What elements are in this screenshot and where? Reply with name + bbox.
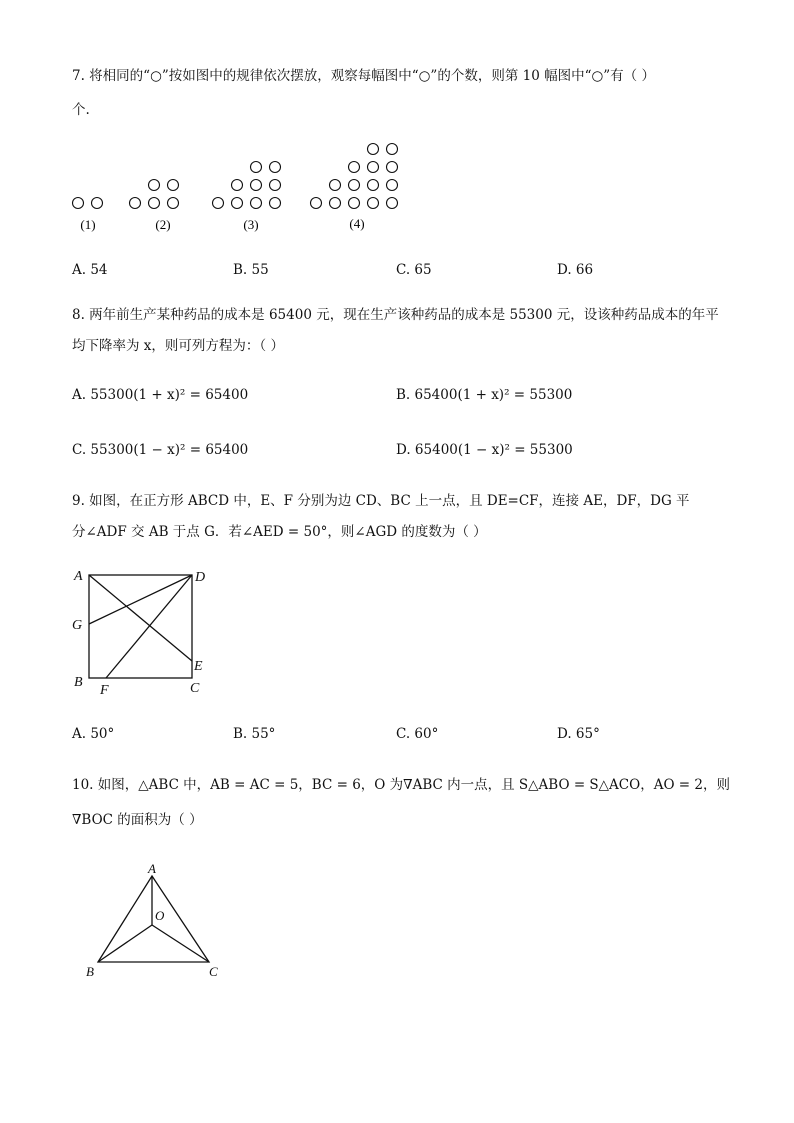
q10-stem-line2: ∇BOC 的面积为（ ） (72, 812, 203, 828)
q10-triangle-figure (70, 860, 240, 985)
pattern-circle (368, 198, 379, 209)
pattern-circle (349, 162, 360, 173)
segment-dg (89, 575, 192, 624)
pattern-circle (130, 198, 141, 209)
point-label-a: A (74, 569, 83, 584)
pattern-circle (368, 162, 379, 173)
segment-ae (89, 575, 192, 661)
pattern-circle (251, 180, 262, 191)
pattern-circle (251, 198, 262, 209)
point-label-b: B (74, 675, 83, 690)
q7-option-d[interactable]: D. 66 (557, 262, 594, 278)
q8-option-c[interactable]: C. 55300(1 − x)² = 65400 (72, 442, 249, 458)
pattern-circle (330, 198, 341, 209)
pattern-circle (232, 180, 243, 191)
pattern-circle (368, 180, 379, 191)
q7-option-b[interactable]: B. 55 (233, 262, 269, 278)
pattern-circle (349, 180, 360, 191)
q7-figure-label-2: (2) (155, 217, 171, 232)
pattern-circle (368, 144, 379, 155)
segment-bo (98, 925, 152, 962)
q7-stem-line1: 7. 将相同的“○”按如图中的规律依次摆放，观察每幅图中“○”的个数，则第 10 幅图中“○”有（ ） (72, 68, 655, 84)
pattern-circle (168, 180, 179, 191)
q7-circle-pattern-figure (0, 130, 794, 240)
pattern-circle (149, 180, 160, 191)
q7-figure-label-1: (1) (80, 217, 96, 232)
pattern-circle (270, 198, 281, 209)
pattern-circle (213, 198, 224, 209)
pattern-circle (168, 198, 179, 209)
pattern-circle (387, 198, 398, 209)
pattern-circle (387, 162, 398, 173)
q9-option-a[interactable]: A. 50° (72, 726, 115, 742)
point-label-c: C (190, 681, 200, 696)
pattern-circle (387, 144, 398, 155)
q8-option-b[interactable]: B. 65400(1 + x)² = 55300 (396, 387, 573, 403)
pattern-circle (149, 198, 160, 209)
q10-stem-line1: 10. 如图，△ABC 中，AB = AC = 5，BC = 6，O 为∇ABC 内一点，且 S△ABO = S△ACO，AO = 2，则 (72, 777, 730, 793)
q8-option-a[interactable]: A. 55300(1 + x)² = 65400 (72, 387, 249, 403)
pattern-circle (270, 162, 281, 173)
point-label-b: B (86, 964, 94, 979)
q7-option-a[interactable]: A. 54 (72, 262, 108, 278)
q9-option-b[interactable]: B. 55° (233, 726, 276, 742)
q9-stem-line2: 分∠ADF 交 AB 于点 G．若∠AED = 50°，则∠AGD 的度数为（ ） (72, 524, 487, 540)
triangle-abc (98, 876, 209, 962)
segment-co (152, 925, 209, 962)
q8-stem-line2: 均下降率为 x，则可列方程为：（ ） (72, 338, 284, 354)
pattern-circle (349, 198, 360, 209)
point-label-g: G (72, 618, 83, 633)
pattern-circle (73, 198, 84, 209)
q7-figure-label-4: (4) (349, 216, 365, 231)
pattern-circle (232, 198, 243, 209)
pattern-circle (251, 162, 262, 173)
pattern-circle (311, 198, 322, 209)
q8-option-d[interactable]: D. 65400(1 − x)² = 55300 (396, 442, 573, 458)
q9-stem-line1: 9. 如图，在正方形 ABCD 中，E、F 分别为边 CD、BC 上一点，且 DE=CF，连接 AE，DF，DG 平 (72, 493, 690, 509)
q7-option-c[interactable]: C. 65 (396, 262, 432, 278)
q8-stem-line1: 8. 两年前生产某种药品的成本是 65400 元，现在生产该种药品的成本是 55300 元，设该种药品成本的年平 (72, 307, 719, 323)
pattern-circle (387, 180, 398, 191)
pattern-circle (330, 180, 341, 191)
q9-square-figure (60, 560, 230, 705)
pattern-circle (92, 198, 103, 209)
point-label-o: O (155, 908, 165, 923)
q9-option-d[interactable]: D. 65° (557, 726, 600, 742)
segment-df (106, 575, 192, 678)
pattern-circle (270, 180, 281, 191)
point-label-d: D (195, 570, 206, 585)
point-label-c: C (209, 964, 218, 979)
q7-stem-line2: 个. (72, 102, 90, 118)
point-label-e: E (194, 659, 203, 674)
point-label-a: A (148, 861, 156, 876)
q9-option-c[interactable]: C. 60° (396, 726, 439, 742)
square-abcd (89, 575, 192, 678)
q7-figure-label-3: (3) (243, 217, 259, 232)
point-label-f: F (100, 683, 109, 698)
